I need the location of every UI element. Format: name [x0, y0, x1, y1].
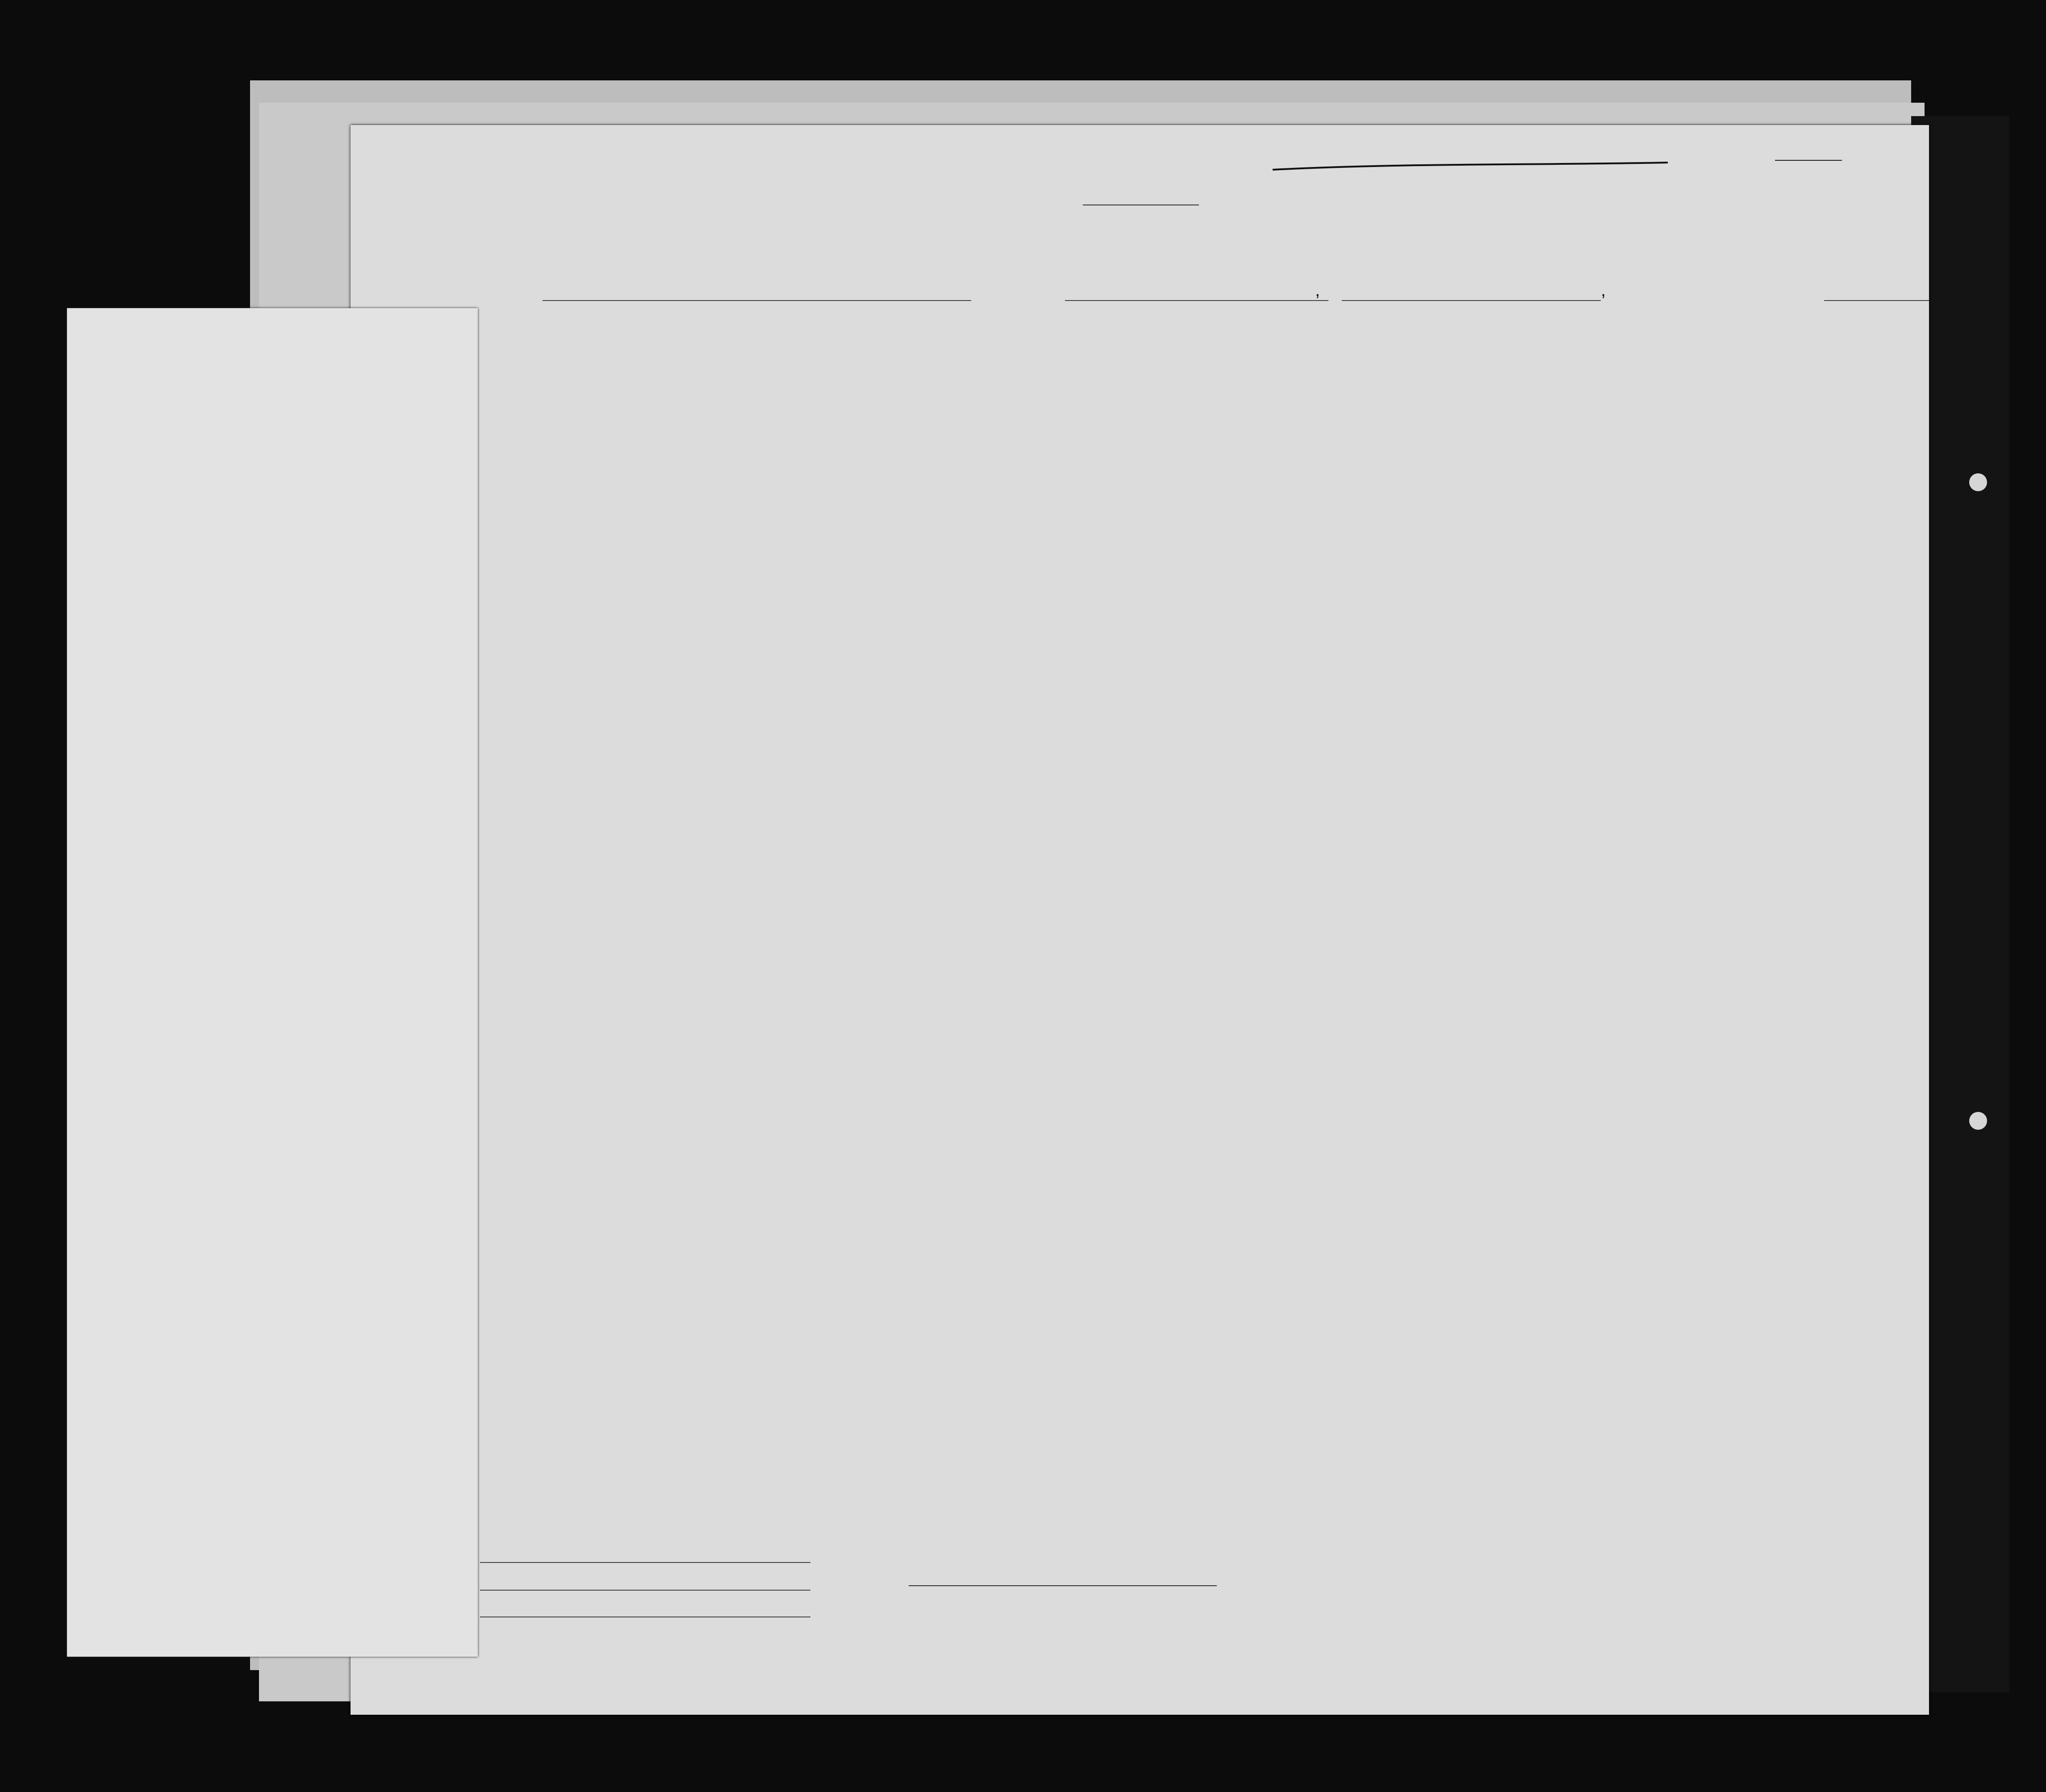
company-line-1-rule: [480, 1562, 810, 1563]
manifest-table-grid: [351, 125, 1929, 1715]
slip-ruling: [67, 308, 478, 1657]
comma-1: ,: [1315, 280, 1320, 300]
discharged-seamen-slip: [67, 308, 478, 1657]
signature-rule: [909, 1585, 1217, 1586]
crew-manifest-sheet: [351, 125, 1929, 1715]
company-line-2-rule: [480, 1590, 810, 1591]
comma-2: ,: [1601, 280, 1606, 300]
punch-hole: [1969, 1112, 1987, 1130]
punch-hole: [1969, 473, 1987, 491]
